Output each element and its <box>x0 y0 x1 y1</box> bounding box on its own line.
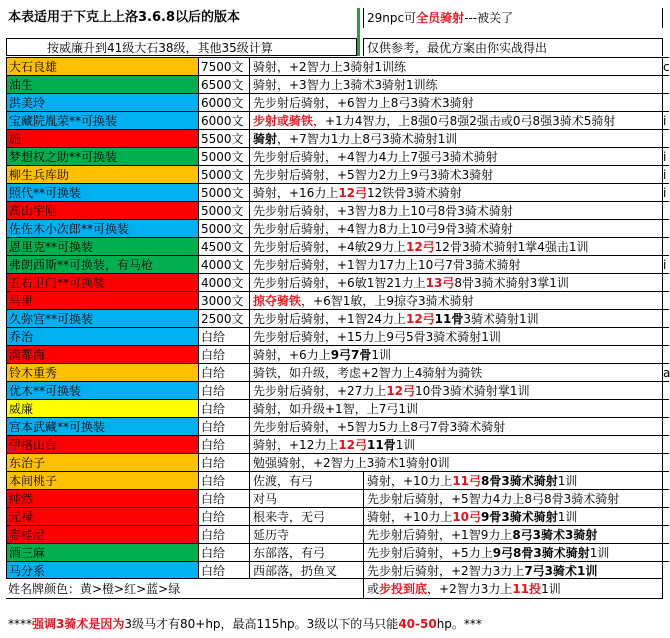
desc-segment: 勉强骑射，+2智力上3骑术1骑射0训 <box>253 456 450 470</box>
location-cell[interactable]: 西部落，扔鱼叉 <box>249 561 363 579</box>
table-row <box>0 417 669 435</box>
character-name-cell[interactable]: 本间桃子 <box>6 471 198 489</box>
desc-segment: 1训 <box>395 438 416 452</box>
build-plan-cell[interactable] <box>249 75 663 93</box>
table-row <box>0 75 669 93</box>
desc-segment: 骑射，如升级+1智，上7弓1训 <box>253 402 418 416</box>
table-row <box>0 255 669 273</box>
desc-segment: 13弓 <box>425 276 455 290</box>
character-name-cell[interactable]: 伊格山台 <box>6 435 198 453</box>
desc-segment: 1训 <box>557 474 578 488</box>
desc-segment: 10骨3骑术骑射掌1训 <box>415 384 530 398</box>
character-name-cell[interactable]: 照代**可换装 <box>6 183 198 201</box>
character-name-cell[interactable]: 大石良雄 <box>6 57 198 75</box>
overflow-cell <box>663 327 669 345</box>
character-name-cell[interactable]: 酒三麻 <box>6 543 198 561</box>
desc-segment: 骑射，+6力上 <box>253 348 331 362</box>
build-plan-cell[interactable] <box>249 327 663 345</box>
price-cell[interactable]: 4000文 <box>198 273 249 291</box>
table-row <box>0 399 669 417</box>
table-row <box>0 435 669 453</box>
build-plan-cell[interactable] <box>249 183 663 201</box>
table-row <box>0 543 669 561</box>
character-name-cell[interactable]: 马分系 <box>6 561 198 579</box>
table-row <box>0 363 669 381</box>
build-plan-cell[interactable] <box>363 489 663 507</box>
price-cell[interactable]: 6000文 <box>198 93 249 111</box>
character-name-cell[interactable]: 五右卫门**可换装 <box>6 273 198 291</box>
desc-segment: 12弓 <box>386 384 416 398</box>
desc-segment: 掠夺骑铁 <box>253 294 302 308</box>
overflow-cell <box>663 345 669 363</box>
table-row <box>0 111 669 129</box>
overflow-cell <box>663 525 669 543</box>
table-row <box>0 327 669 345</box>
price-cell[interactable]: 5000文 <box>198 183 249 201</box>
table-row <box>0 291 669 309</box>
price-cell[interactable]: 6000文 <box>198 111 249 129</box>
table-row <box>0 525 669 543</box>
overflow-cell <box>663 417 669 435</box>
character-name-cell[interactable]: 梦想权之助**可换装 <box>6 147 198 165</box>
overflow-cell <box>663 93 669 111</box>
character-name-cell[interactable]: 东治子 <box>6 453 198 471</box>
price-cell[interactable]: 7500文 <box>198 57 249 75</box>
desc-segment: 先步射后骑射，+4敏29力上 <box>253 240 406 254</box>
overflow-cell <box>663 561 669 579</box>
character-name-cell[interactable]: 洪美玲 <box>6 93 198 111</box>
build-plan-cell[interactable] <box>249 129 663 147</box>
build-plan-cell[interactable] <box>249 57 663 75</box>
note-text-post: ---被关了 <box>464 11 514 25</box>
table-title: 本表适用于下克上上洛3.6.8以后的版本 <box>8 10 241 25</box>
overflow-cell <box>663 129 669 147</box>
build-plan-cell[interactable] <box>363 525 663 543</box>
table-row <box>0 93 669 111</box>
build-plan-cell[interactable] <box>249 417 663 435</box>
overflow-cell: c <box>663 57 669 75</box>
price-cell[interactable]: 白给 <box>198 453 249 471</box>
desc-segment: 先步射后骑射，+27力上 <box>253 384 387 398</box>
build-plan-cell[interactable] <box>249 381 663 399</box>
desc-segment: 步射或骑铁 <box>253 114 314 128</box>
desc-segment: 先步射后骑射，+2智力3力上 <box>367 564 525 578</box>
desc-segment: 先步射后骑射，+4智力8力上10弓9骨3骑术骑射 <box>253 222 513 236</box>
character-name-cell[interactable]: 久弥宫**可换装 <box>6 309 198 327</box>
desc-segment: 先步射后骑射，+1智9力上 <box>367 528 513 542</box>
footer-text-mid: ，+2智力3力上 <box>427 582 513 596</box>
price-cell[interactable]: 白给 <box>198 435 249 453</box>
overflow-cell <box>663 75 669 93</box>
table-row <box>0 453 669 471</box>
character-name-cell[interactable]: 马里 <box>6 291 198 309</box>
character-name-cell[interactable]: 佐佐木小次郎**可换装 <box>6 219 198 237</box>
build-plan-cell[interactable] <box>249 453 663 471</box>
desc-segment: 先步射后骑射，+4智力4力上7强弓3骑术骑射 <box>253 150 498 164</box>
footer-text-post: 1训 <box>541 582 561 596</box>
build-plan-cell[interactable] <box>249 237 663 255</box>
character-name-cell[interactable]: 恩里克**可换装 <box>6 237 198 255</box>
build-plan-cell[interactable] <box>249 309 663 327</box>
price-cell[interactable]: 白给 <box>198 507 249 525</box>
build-plan-cell[interactable] <box>249 255 663 273</box>
desc-segment: 8弓3骑术3骑射 <box>512 528 598 542</box>
price-cell[interactable]: 白给 <box>198 525 249 543</box>
desc-segment: 1训 <box>371 348 392 362</box>
build-plan-cell[interactable] <box>249 363 663 381</box>
build-plan-cell[interactable] <box>363 561 663 579</box>
build-plan-cell[interactable] <box>249 291 663 309</box>
desc-segment: 骑铁，如升级，考虑+2智力上4骑射为骑铁 <box>253 366 483 380</box>
note-mid: 3级马才有80+hp，最高115hp。3级以下的马只能 <box>124 617 399 631</box>
overflow-cell <box>663 381 669 399</box>
table-row <box>0 489 669 507</box>
character-name-cell[interactable]: 春桂尼 <box>6 525 198 543</box>
desc-segment: 先步射后骑射，+5力上 <box>367 546 493 560</box>
character-name-cell[interactable]: 宫本武藏**可换装 <box>6 417 198 435</box>
desc-segment: 骑射，+3智力上3骑术3骑射1训练 <box>253 78 438 92</box>
overflow-cell <box>663 489 669 507</box>
price-cell[interactable]: 白给 <box>198 561 249 579</box>
desc-segment: 7弓3骑术1训 <box>524 564 598 578</box>
overflow-cell <box>663 543 669 561</box>
subtitle-right: 仅供参考，最优方案由你实战得出 <box>363 38 663 56</box>
build-plan-cell[interactable] <box>249 345 663 363</box>
character-name-cell[interactable]: 油生 <box>6 75 198 93</box>
desc-segment: 骑射，+10力上 <box>367 510 453 524</box>
build-plan-cell[interactable] <box>249 273 663 291</box>
desc-segment: 骑射，+10力上 <box>367 474 453 488</box>
overflow-cell <box>663 309 669 327</box>
character-name-cell[interactable]: 施 <box>6 129 198 147</box>
build-plan-cell[interactable] <box>249 435 663 453</box>
location-cell[interactable]: 对马 <box>249 489 363 507</box>
character-name-cell[interactable]: 乔治 <box>6 327 198 345</box>
overflow-cell: i <box>663 111 669 129</box>
desc-segment: 骑射 <box>253 132 278 146</box>
character-name-cell[interactable]: 柳生兵库助 <box>6 165 198 183</box>
desc-segment: 先步射后骑射，+3智力8力上10弓8骨3骑术骑射 <box>253 204 513 218</box>
table-subtitle: 按威廉升到41级大石38级，其他35级计算 <box>6 38 357 56</box>
table-row <box>0 183 669 201</box>
desc-segment: 8骨3骑术骑射 <box>481 474 558 488</box>
desc-segment: 先步射后骑射，+5智力4力上8弓8骨3骑术骑射 <box>367 492 620 506</box>
character-name-cell[interactable]: 威廉 <box>6 399 198 417</box>
desc-segment: 9骨3骑术骑射 <box>481 510 558 524</box>
table-row <box>0 345 669 363</box>
table-row <box>0 147 669 165</box>
price-cell[interactable]: 白给 <box>198 543 249 561</box>
table-row <box>0 129 669 147</box>
desc-segment: 12弓 <box>338 438 368 452</box>
overflow-cell <box>663 219 669 237</box>
build-plan-cell[interactable] <box>249 93 663 111</box>
price-cell[interactable]: 4000文 <box>198 255 249 273</box>
desc-segment: ，+6智1敏，上9掠夺3骑术骑射 <box>301 294 474 308</box>
overflow-cell <box>663 291 669 309</box>
price-cell[interactable]: 2500文 <box>198 309 249 327</box>
desc-segment: 3骑术骑射1训 <box>463 312 539 326</box>
desc-segment: 11骨 <box>367 438 396 452</box>
desc-segment: ，+1力4智力，上8强0弓8强2强击或0弓8强3骑术5骑射 <box>313 114 616 128</box>
table-row <box>0 57 669 75</box>
character-name-cell[interactable]: 宝藏院胤荣**可换装 <box>6 111 198 129</box>
table-row <box>0 561 669 579</box>
note-text-pre: 29npc可 <box>367 11 417 25</box>
character-name-cell[interactable]: 高山宇刚 <box>6 201 198 219</box>
location-cell[interactable]: 延历寺 <box>249 525 363 543</box>
desc-segment: 9弓8骨3骑术骑射 <box>492 546 590 560</box>
price-cell[interactable]: 6500文 <box>198 75 249 93</box>
price-cell[interactable]: 3000文 <box>198 291 249 309</box>
table-row <box>0 309 669 327</box>
build-plan-cell[interactable] <box>249 399 663 417</box>
desc-segment: 9弓7骨 <box>330 348 372 362</box>
desc-segment: 12弓 <box>338 186 368 200</box>
overflow-cell <box>663 273 669 291</box>
desc-segment: 8骨3骑术骑射3掌1训 <box>454 276 569 290</box>
overflow-cell: a <box>663 363 669 381</box>
character-name-cell[interactable]: 纯然 <box>6 489 198 507</box>
desc-segment: 12弓 <box>405 312 435 326</box>
desc-segment: 12铁骨3骑术骑射 <box>367 186 462 200</box>
price-cell[interactable]: 白给 <box>198 327 249 345</box>
desc-segment: 先步射后骑射，+6敏1智21力上 <box>253 276 426 290</box>
footer-text-red2: 11投 <box>512 582 542 596</box>
price-cell[interactable]: 白给 <box>198 417 249 435</box>
build-plan-cell[interactable] <box>249 147 663 165</box>
location-cell[interactable]: 东部落，有弓 <box>249 543 363 561</box>
desc-segment: 11骨 <box>434 312 464 326</box>
character-name-cell[interactable]: 铃木重秀 <box>6 363 198 381</box>
overflow-cell <box>663 453 669 471</box>
desc-segment: 11弓 <box>452 474 482 488</box>
location-cell[interactable]: 根来寺，无弓 <box>249 507 363 525</box>
build-plan-cell[interactable] <box>249 111 663 129</box>
desc-segment: 先步射后骑射，+5智力5力上8弓7骨3骑术骑射 <box>253 420 506 434</box>
top-right-note <box>363 8 663 28</box>
desc-segment: 先步射后骑射，+15力上9弓5骨3骑术骑射1训 <box>253 330 501 344</box>
table-row <box>0 219 669 237</box>
color-legend: 姓名牌颜色：黄>橙>红>蓝>绿 <box>6 578 663 598</box>
price-cell[interactable]: 5000文 <box>198 165 249 183</box>
location-cell[interactable]: 佐渡，有弓 <box>249 471 363 489</box>
build-plan-cell[interactable] <box>249 165 663 183</box>
note-text-red: 全员骑射 <box>416 11 465 25</box>
desc-segment: 1训 <box>589 546 610 560</box>
overflow-cell <box>663 471 669 489</box>
note-red: 强调3骑术是因为 <box>32 617 125 631</box>
desc-segment: 12骨3骑术骑射1掌4强击1训 <box>434 240 589 254</box>
desc-segment: 10弓 <box>452 510 482 524</box>
desc-segment: 先步射后骑射，+1智24力上 <box>253 312 406 326</box>
note-post: hp。*** <box>436 617 482 631</box>
price-cell[interactable]: 白给 <box>198 471 249 489</box>
desc-segment: ，+7智力1力上8弓3骑术骑射1训 <box>277 132 458 146</box>
character-name-cell[interactable]: 元禄 <box>6 507 198 525</box>
desc-segment: 12弓 <box>405 240 435 254</box>
table-row <box>0 471 669 489</box>
desc-segment: 先步射后骑射，+6智力上8弓3骑术3骑射 <box>253 96 474 110</box>
price-cell[interactable]: 白给 <box>198 363 249 381</box>
build-plan-cell[interactable] <box>249 201 663 219</box>
build-plan-cell[interactable] <box>363 471 663 489</box>
overflow-cell: i <box>663 165 669 183</box>
price-cell[interactable]: 5000文 <box>198 147 249 165</box>
character-name-cell[interactable]: 满都海 <box>6 345 198 363</box>
price-cell[interactable]: 5000文 <box>198 219 249 237</box>
cell-selection-border <box>357 8 360 56</box>
overflow-cell: i <box>663 255 669 273</box>
build-plan-cell[interactable] <box>363 543 663 561</box>
desc-segment: 骑射，+12力上 <box>253 438 339 452</box>
desc-segment: 先步射后骑射，+1智力17力上10弓7骨3骑术骑射 <box>253 258 521 272</box>
price-cell[interactable]: 5500文 <box>198 129 249 147</box>
price-cell[interactable]: 白给 <box>198 381 249 399</box>
price-cell[interactable]: 白给 <box>198 489 249 507</box>
build-plan-cell[interactable] <box>249 219 663 237</box>
overflow-cell <box>663 399 669 417</box>
overflow-cell: i <box>663 147 669 165</box>
build-plan-cell[interactable] <box>363 507 663 525</box>
desc-segment: 1训 <box>557 510 578 524</box>
overflow-cell: i <box>663 183 669 201</box>
character-name-cell[interactable]: 优木**可换装 <box>6 381 198 399</box>
table-row <box>0 165 669 183</box>
footer-text-pre: 或 <box>367 582 380 596</box>
overflow-cell <box>663 237 669 255</box>
table-row <box>0 381 669 399</box>
overflow-cell <box>663 507 669 525</box>
price-cell[interactable]: 白给 <box>198 399 249 417</box>
note-red2: 40-50 <box>398 617 437 631</box>
overflow-cell <box>663 435 669 453</box>
table-row <box>0 237 669 255</box>
table-row <box>0 201 669 219</box>
character-name-cell[interactable]: 弗朗西斯**可换装，有马枪 <box>6 255 198 273</box>
note-stars: **** <box>8 617 32 631</box>
desc-segment: 骑射，+16力上 <box>253 186 339 200</box>
overflow-cell <box>663 201 669 219</box>
table-row <box>0 507 669 525</box>
desc-segment: 先步射后骑射，+5智力2力上9弓3骑术3骑射 <box>253 168 494 182</box>
price-cell[interactable]: 白给 <box>198 345 249 363</box>
horse-note <box>6 614 663 634</box>
footer-right-note <box>363 578 663 598</box>
footer-text-red1: 步投到底 <box>379 582 428 596</box>
desc-segment: 骑射，+2智力上3骑射1训练 <box>253 60 406 74</box>
table-row <box>0 273 669 291</box>
price-cell[interactable]: 5000文 <box>198 201 249 219</box>
price-cell[interactable]: 4500文 <box>198 237 249 255</box>
